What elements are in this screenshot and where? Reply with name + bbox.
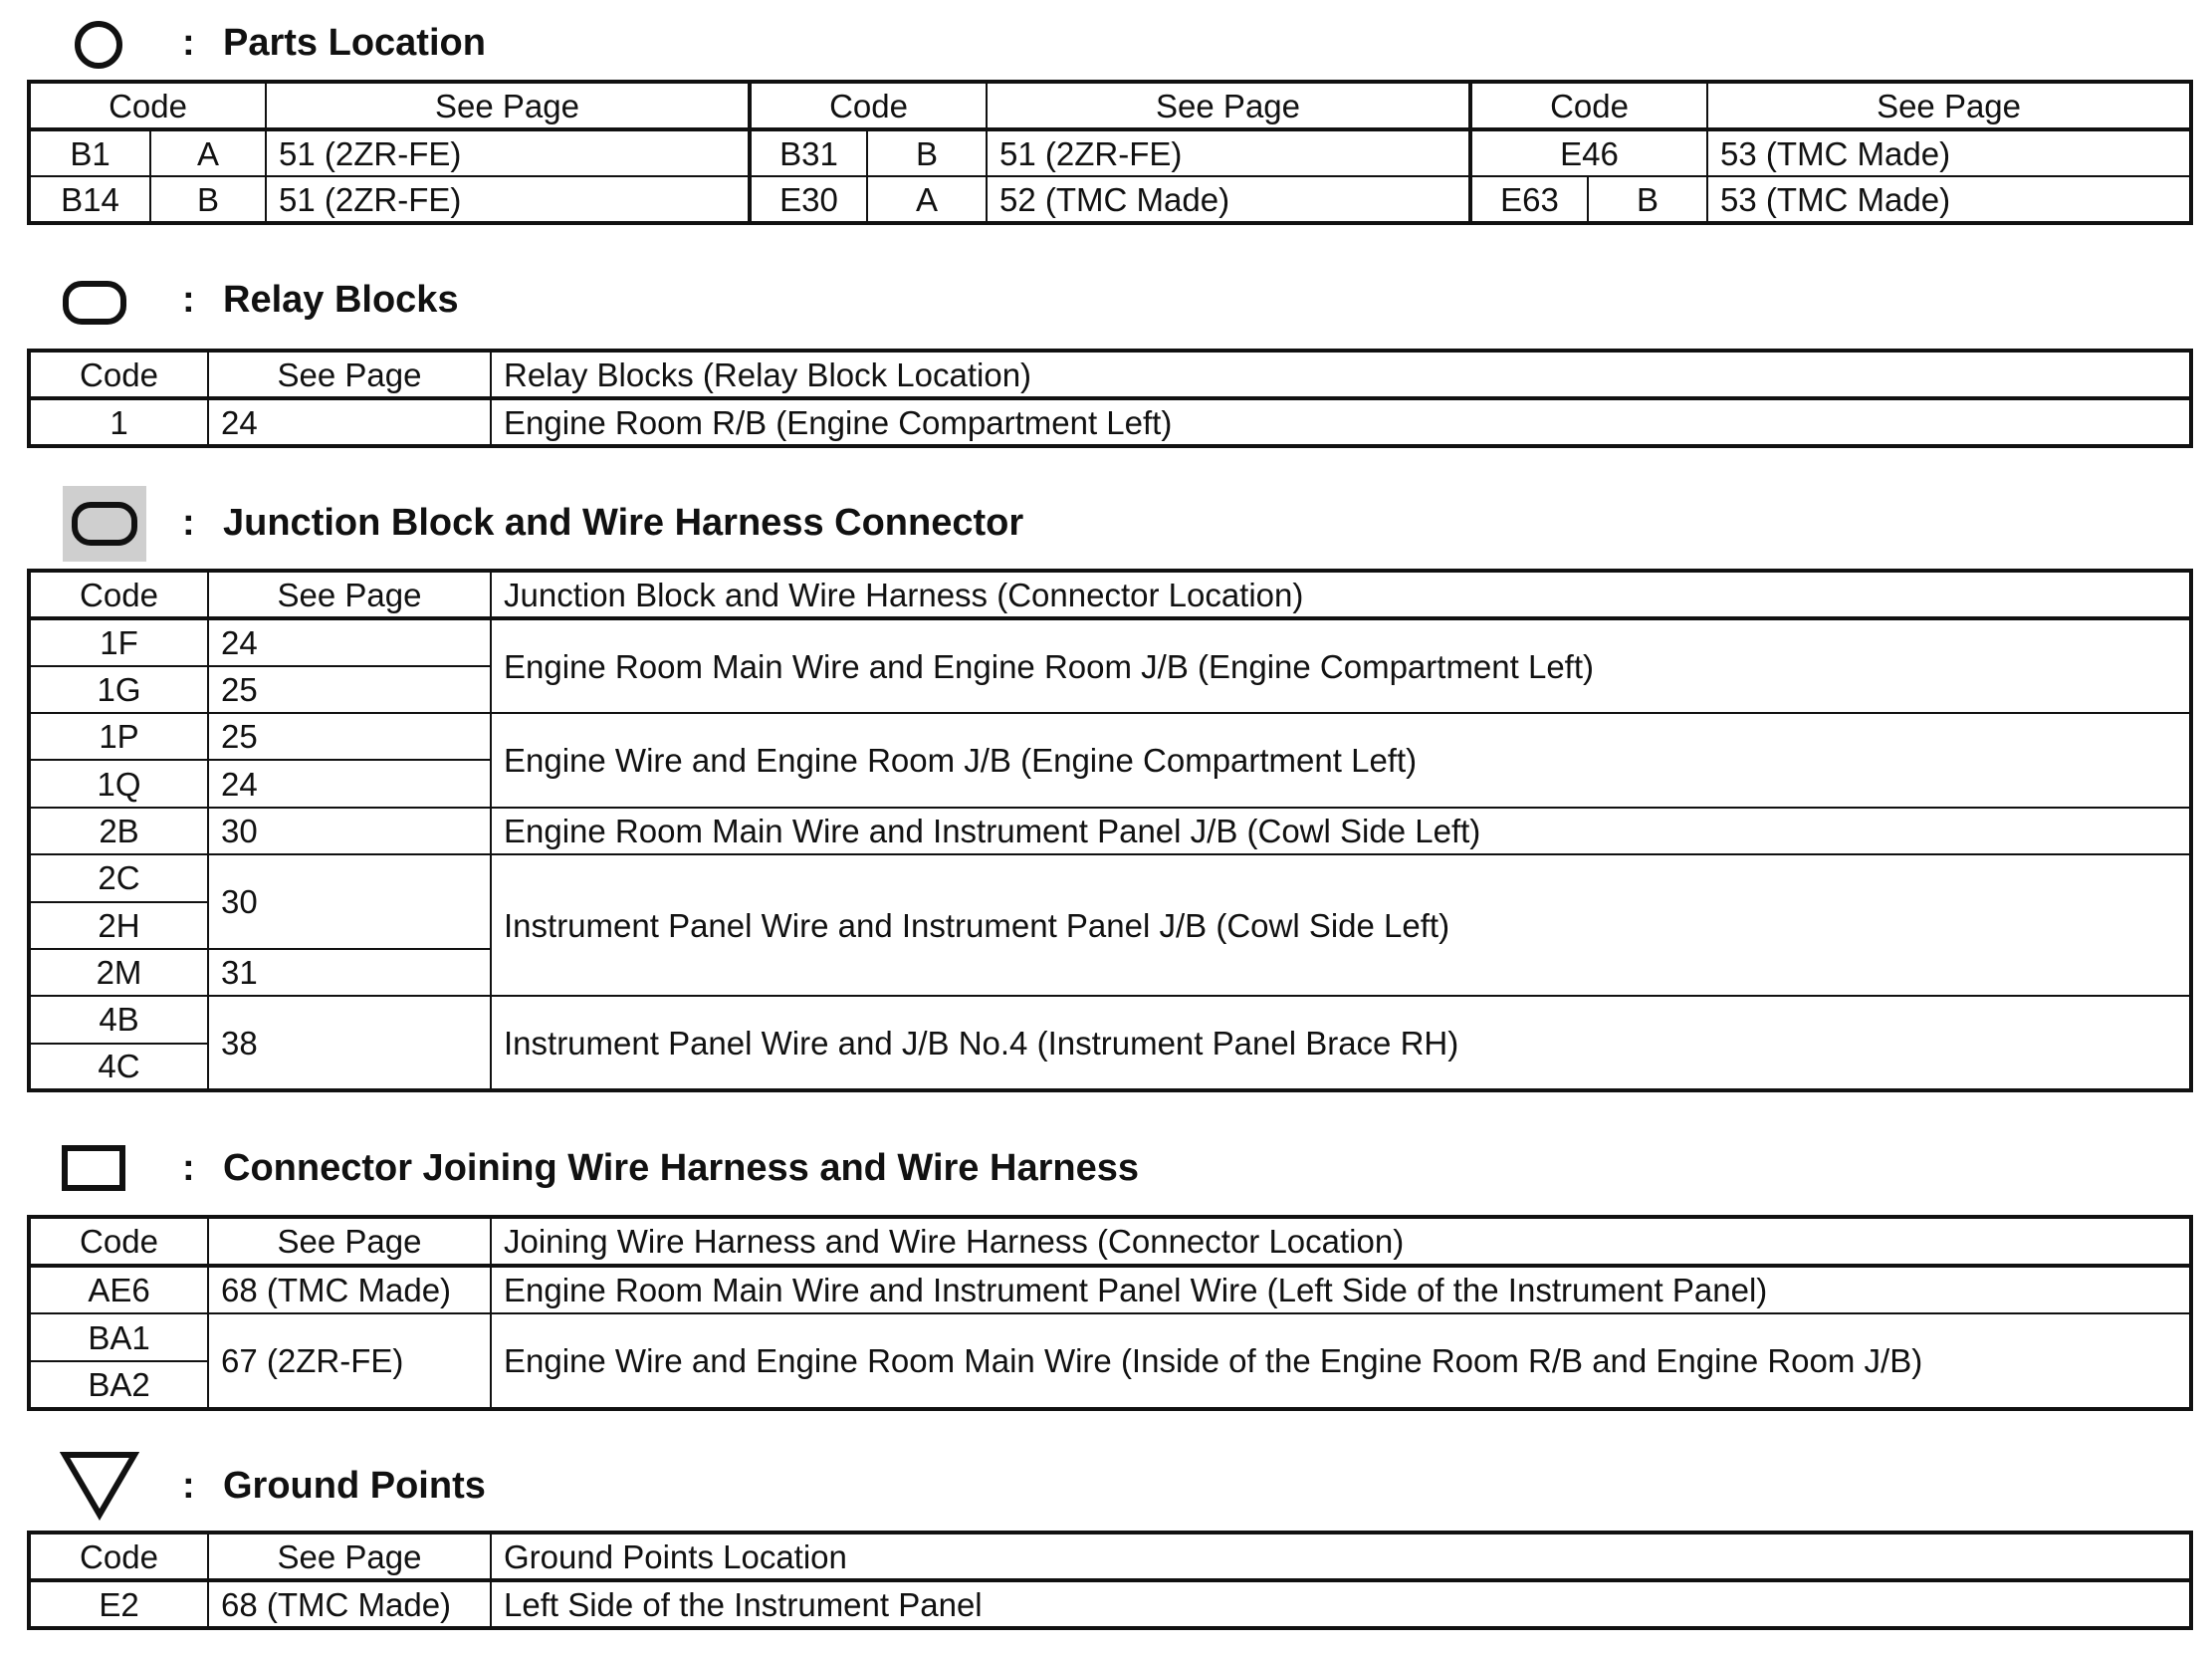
square-symbol-icon xyxy=(62,1144,125,1192)
table-row xyxy=(29,854,2191,901)
relay-blocks-table xyxy=(27,349,2193,448)
code-cell: 2H xyxy=(29,902,208,949)
code-cell: B31 xyxy=(750,129,867,176)
page-cell: 53 (TMC Made) xyxy=(1707,129,2191,176)
table-header-row xyxy=(29,82,2191,129)
table-row xyxy=(29,996,2191,1043)
sub-code-cell: A xyxy=(867,176,987,223)
table-row xyxy=(29,129,2191,176)
triangle-symbol-icon xyxy=(60,1449,139,1523)
code-cell: 1G xyxy=(29,666,208,713)
code-cell: E63 xyxy=(1470,176,1588,223)
location-cell: Engine Room Main Wire and Instrument Panel J/B (Cowl Side Left) xyxy=(491,808,2191,854)
see-page-header: See Page xyxy=(987,82,1470,129)
page-cell: 51 (2ZR-FE) xyxy=(987,129,1470,176)
section-title: Relay Blocks xyxy=(223,279,459,321)
ground-points-header xyxy=(0,1443,2212,1523)
section-title: Junction Block and Wire Harness Connector xyxy=(223,502,1024,544)
parts-location-header xyxy=(0,0,2212,80)
colon: : xyxy=(182,502,195,544)
code-header: Code xyxy=(29,571,208,618)
rounded-rect-symbol-icon xyxy=(62,279,127,327)
page-cell: 30 xyxy=(208,854,491,949)
page-cell: 51 (2ZR-FE) xyxy=(266,129,750,176)
code-cell: BA1 xyxy=(29,1313,208,1361)
page-cell: 38 xyxy=(208,996,491,1090)
see-page-header: See Page xyxy=(1707,82,2191,129)
ground-points-table xyxy=(27,1531,2193,1630)
code-cell: E2 xyxy=(29,1580,208,1628)
code-cell: B14 xyxy=(29,176,150,223)
see-page-header: See Page xyxy=(208,351,491,398)
code-cell: 1F xyxy=(29,618,208,665)
code-cell: 2B xyxy=(29,808,208,854)
page-cell: 68 (TMC Made) xyxy=(208,1580,491,1628)
sub-code-cell: B xyxy=(1588,176,1707,223)
table-row xyxy=(29,1580,2191,1628)
page-cell: 53 (TMC Made) xyxy=(1707,176,2191,223)
code-header: Code xyxy=(29,1217,208,1266)
code-cell: 4B xyxy=(29,996,208,1043)
sub-code-cell: B xyxy=(867,129,987,176)
page-cell: 24 xyxy=(208,398,491,446)
sub-code-cell: B xyxy=(150,176,266,223)
location-header: Ground Points Location xyxy=(491,1533,2191,1580)
code-cell: 1Q xyxy=(29,760,208,807)
sub-code-cell: A xyxy=(150,129,266,176)
see-page-header: See Page xyxy=(208,571,491,618)
table-row xyxy=(29,398,2191,446)
see-page-header: See Page xyxy=(208,1533,491,1580)
page-cell: 31 xyxy=(208,949,491,996)
code-header: Code xyxy=(750,82,987,129)
table-header-row xyxy=(29,351,2191,398)
table-row xyxy=(29,808,2191,854)
junction-block-table xyxy=(27,569,2193,1092)
page-cell: 68 (TMC Made) xyxy=(208,1266,491,1313)
page-cell: 24 xyxy=(208,760,491,807)
table-row xyxy=(29,1313,2191,1361)
location-cell: Engine Room Main Wire and Instrument Panel Wire (Left Side of the Instrument Panel) xyxy=(491,1266,2191,1313)
see-page-header: See Page xyxy=(266,82,750,129)
section-title: Ground Points xyxy=(223,1465,486,1507)
colon: : xyxy=(182,1147,195,1189)
page-cell: 24 xyxy=(208,618,491,665)
page-cell: 67 (2ZR-FE) xyxy=(208,1313,491,1409)
code-cell: BA2 xyxy=(29,1361,208,1409)
location-cell: Engine Wire and Engine Room J/B (Engine Compartment Left) xyxy=(491,713,2191,808)
parts-location-table xyxy=(27,80,2193,225)
page-cell: 25 xyxy=(208,713,491,760)
relay-blocks-header xyxy=(0,261,2212,341)
code-header: Code xyxy=(29,82,266,129)
junction-block-header xyxy=(0,482,2212,562)
joining-connector-table xyxy=(27,1215,2193,1411)
code-cell: E46 xyxy=(1470,129,1707,176)
code-cell: 1P xyxy=(29,713,208,760)
table-header-row xyxy=(29,571,2191,618)
code-header: Code xyxy=(1470,82,1707,129)
section-title: Connector Joining Wire Harness and Wire Harness xyxy=(223,1147,1139,1189)
section-title: Parts Location xyxy=(223,22,486,64)
code-header: Code xyxy=(29,1533,208,1580)
table-row xyxy=(29,713,2191,760)
table-row xyxy=(29,1266,2191,1313)
colon: : xyxy=(182,1465,195,1507)
table-row xyxy=(29,618,2191,665)
code-cell: E30 xyxy=(750,176,867,223)
location-cell: Left Side of the Instrument Panel xyxy=(491,1580,2191,1628)
page-cell: 30 xyxy=(208,808,491,854)
table-header-row xyxy=(29,1217,2191,1266)
circle-symbol-icon xyxy=(74,20,123,70)
see-page-header: See Page xyxy=(208,1217,491,1266)
code-cell: 2C xyxy=(29,854,208,901)
code-cell: 2M xyxy=(29,949,208,996)
table-row xyxy=(29,176,2191,223)
page-cell: 52 (TMC Made) xyxy=(987,176,1470,223)
table-header-row xyxy=(29,1533,2191,1580)
joining-connector-header xyxy=(0,1127,2212,1207)
colon: : xyxy=(182,22,195,64)
code-cell: B1 xyxy=(29,129,150,176)
location-cell: Instrument Panel Wire and J/B No.4 (Instrument Panel Brace RH) xyxy=(491,996,2191,1090)
location-header: Joining Wire Harness and Wire Harness (Connector Location) xyxy=(491,1217,2191,1266)
code-cell: 4C xyxy=(29,1044,208,1090)
page-cell: 51 (2ZR-FE) xyxy=(266,176,750,223)
location-header: Junction Block and Wire Harness (Connector Location) xyxy=(491,571,2191,618)
code-cell: 1 xyxy=(29,398,208,446)
location-cell: Engine Room Main Wire and Engine Room J/B (Engine Compartment Left) xyxy=(491,618,2191,713)
page-cell: 25 xyxy=(208,666,491,713)
location-cell: Engine Wire and Engine Room Main Wire (Inside of the Engine Room R/B and Engine Room J/B) xyxy=(491,1313,2191,1409)
code-cell: AE6 xyxy=(29,1266,208,1313)
colon: : xyxy=(182,279,195,321)
shaded-rounded-rect-symbol-icon xyxy=(63,486,146,562)
code-header: Code xyxy=(29,351,208,398)
location-cell: Instrument Panel Wire and Instrument Panel J/B (Cowl Side Left) xyxy=(491,854,2191,996)
location-cell: Engine Room R/B (Engine Compartment Left) xyxy=(491,398,2191,446)
location-header: Relay Blocks (Relay Block Location) xyxy=(491,351,2191,398)
